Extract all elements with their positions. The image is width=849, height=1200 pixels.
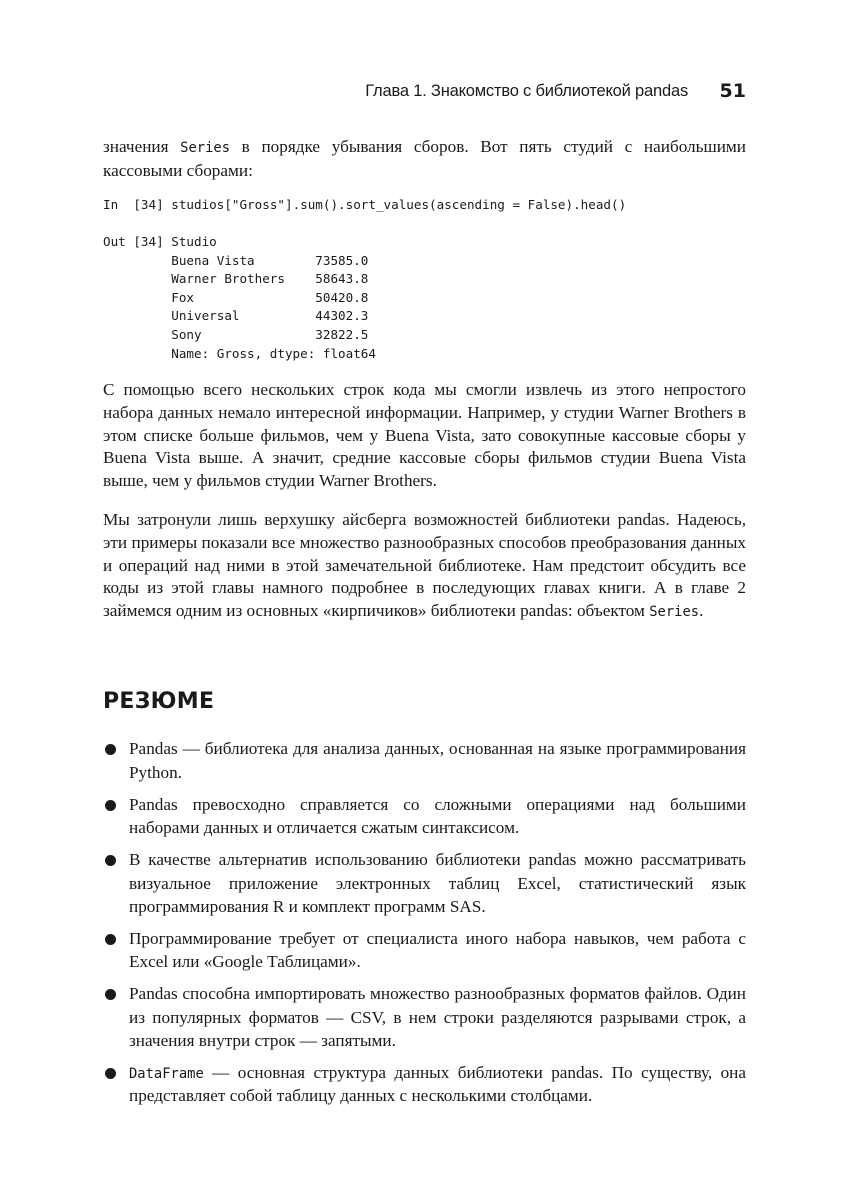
summary-item-text: Программирование требует от специалиста иного набора навыков, чем работа с Excel или «Google Таблицами». (129, 928, 746, 972)
running-head (103, 80, 746, 104)
intro-text-after: в порядке убывания сборов. Вот пять студий с наибольшими кассовыми сборами: (103, 137, 746, 180)
code-output-prompt: Out [34] (103, 234, 172, 249)
bullet-icon (105, 800, 116, 811)
summary-item-text: Pandas способна импортировать множество разнообразных форматов файлов. Один из популярных форматов — CSV, в нем строки разделяются разрывами строк, а значения внутри строк — запятыми. (129, 984, 746, 1050)
summary-list-item (103, 1062, 746, 1109)
section-heading: РЕЗЮМЕ (103, 689, 215, 714)
intro-code-word: Series (180, 140, 231, 156)
paragraph-3 (103, 509, 746, 624)
bullet-icon (105, 744, 116, 755)
code-input-block (103, 196, 626, 215)
paragraph-3-text-after: . (699, 601, 704, 621)
intro-paragraph (103, 136, 746, 183)
summary-item-text: — основная структура данных библиотеки pandas. По существу, она представляет собой таблицу данных с несколькими столбцами. (129, 1062, 746, 1106)
bullet-icon (105, 855, 116, 866)
summary-item-code: DataFrame (129, 1065, 204, 1082)
chapter-title: Глава 1. Знакомство с библиотекой pandas (365, 82, 688, 100)
page-number: 51 (719, 80, 746, 102)
summary-list-item (103, 794, 746, 841)
summary-list-item (103, 738, 746, 785)
code-input-prompt: In [34] (103, 197, 172, 212)
summary-item-text: В качестве альтернатив использованию библиотеки pandas можно рассматривать визуальное приложение электронных таблиц Excel, статистический язык программирования R и комплект программ SAS. (129, 850, 746, 916)
summary-list-item (103, 928, 746, 975)
code-output-line: Name: Gross, dtype: float64 (103, 345, 376, 361)
summary-item-text: Pandas превосходно справляется со сложными операциями над большими наборами данных и отличается сжатым синтаксисом. (129, 794, 746, 838)
bullet-icon (105, 1068, 116, 1079)
paragraph-3-code-word: Series (649, 604, 700, 621)
intro-text-before: значения (103, 137, 181, 156)
code-output-line: Fox 50420.8 (103, 289, 369, 305)
summary-list-item (103, 849, 746, 918)
paragraph-3-text-before: Мы затронули лишь верхушку айсберга возможностей библиотеки pandas. Надеюсь, эти примеры показали все множество разнообразных способов преобразования данных и операций над ними в этой замечательной библиотеке. Нам предстоит обсудить все коды из этой главы намного подробнее в последующих главах книги. А в главе 2 займемся одним из основных «кирпичиков» библиотеки pandas: объектом (103, 510, 746, 621)
summary-item-text: Pandas — библиотека для анализа данных, основанная на языке программирования Python. (129, 739, 746, 782)
code-input-line: studios["Gross"].sum().sort_values(ascending = False).head() (171, 197, 627, 212)
code-output-block (103, 233, 376, 363)
code-output-line: Buena Vista 73585.0 (103, 252, 369, 268)
code-output-line: Universal 44302.3 (103, 308, 369, 324)
code-output-line: Studio (171, 234, 217, 249)
bullet-icon (105, 934, 116, 945)
summary-list (103, 738, 746, 1117)
code-output-line: Sony 32822.5 (103, 326, 369, 342)
code-output-line: Warner Brothers 58643.8 (103, 271, 369, 287)
paragraph-2: С помощью всего нескольких строк кода мы смогли извлечь из этого непростого набора данных немало интересной информации. Например, у студии Warner Brothers в этом списке больше фильмов, чем у Buena Vista, зато совокупные кассовые сборы у Buena Vista выше. А значит, средние кассовые сборы фильмов студии Buena Vista выше, чем у фильмов студии Warner Brothers. (103, 380, 746, 491)
summary-list-item (103, 983, 746, 1052)
bullet-icon (105, 989, 116, 1000)
